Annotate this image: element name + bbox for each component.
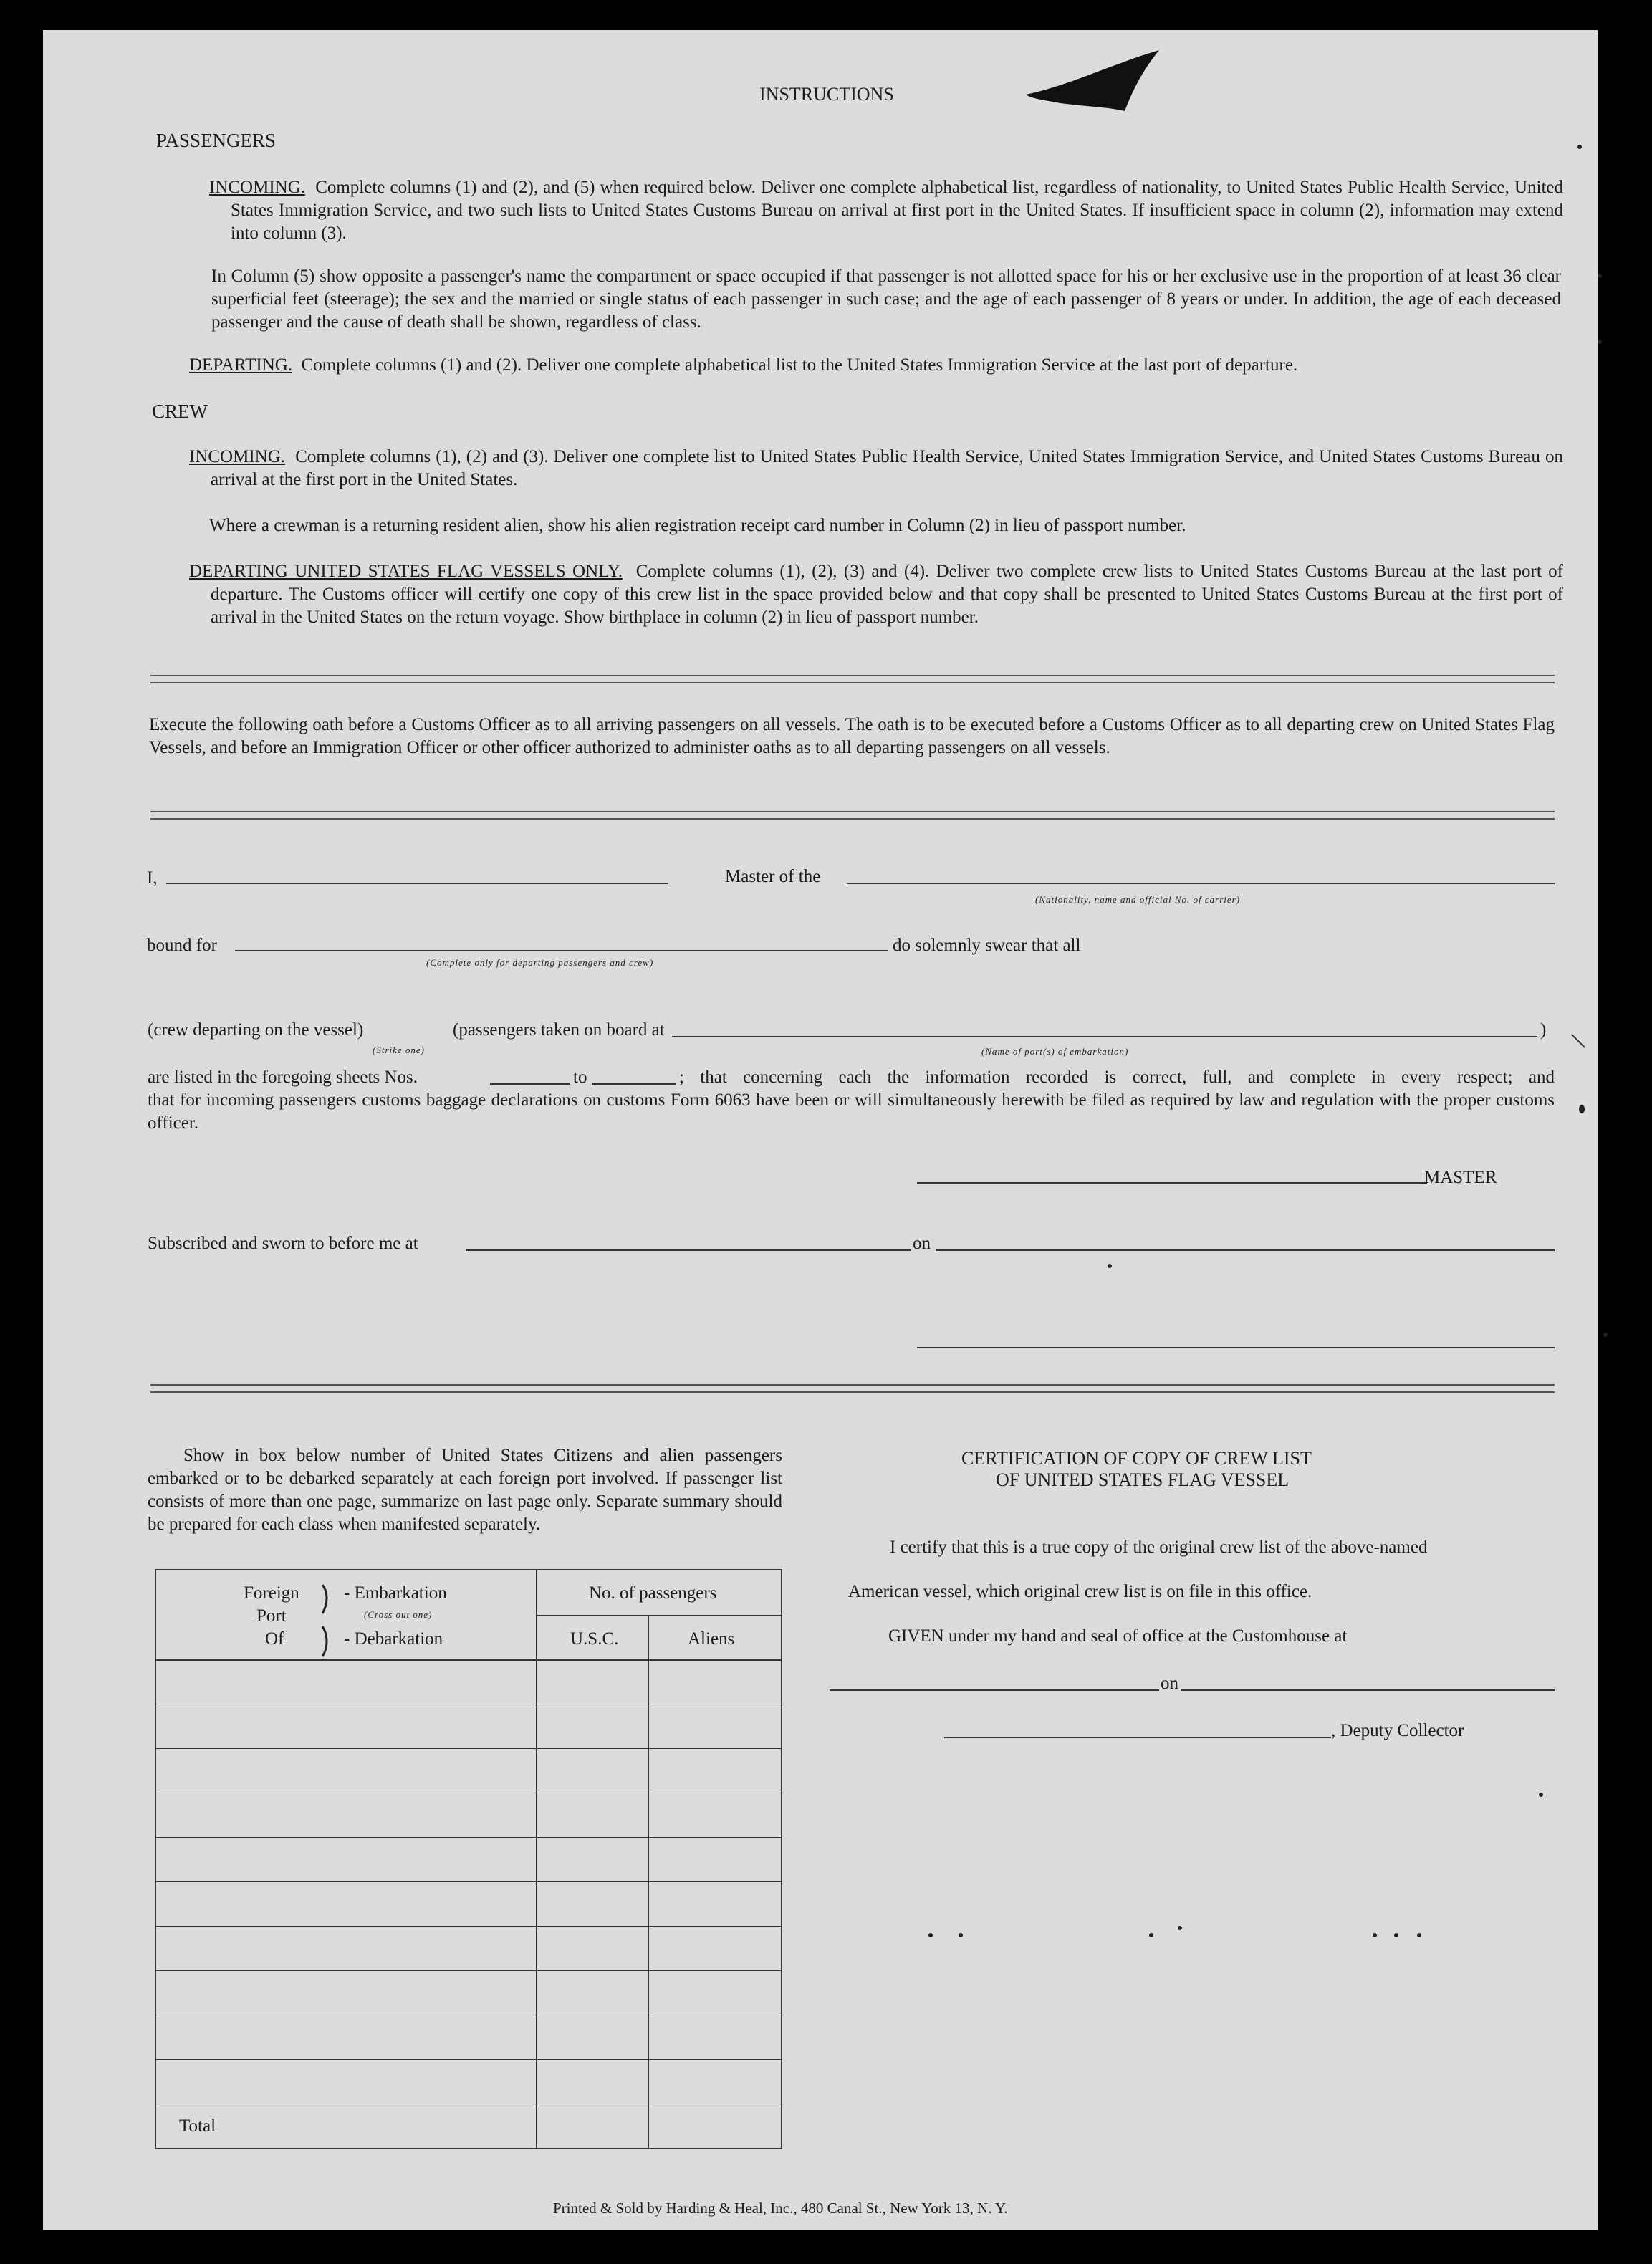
- master-name-line[interactable]: [166, 883, 668, 884]
- vessel-line[interactable]: [847, 883, 1555, 884]
- brace-icon: [318, 1582, 332, 1661]
- debarkation-label: - Debarkation: [344, 1629, 443, 1649]
- total-label: Total: [179, 2116, 216, 2136]
- usc-column-header: U.S.C.: [570, 1629, 619, 1649]
- passengers-departing-label: DEPARTING.: [189, 355, 293, 375]
- scan-speck: [1598, 274, 1602, 278]
- certification-line-1: I certify that this is a true copy of the original crew list of the above-named: [890, 1538, 1428, 1557]
- embarkation-label: - Embarkation: [344, 1583, 447, 1603]
- scan-speck: [1598, 340, 1602, 344]
- scan-speck: [1579, 1105, 1585, 1113]
- printer-footer: Printed & Sold by Harding & Heal, Inc., 480 Canal St., New York 13, N. Y.: [553, 2200, 1008, 2217]
- crew-incoming-label: INCOMING.: [189, 447, 286, 466]
- close-paren: ): [1540, 1020, 1547, 1040]
- crew-departing-label: DEPARTING UNITED STATES FLAG VESSELS ONLY.: [189, 562, 623, 581]
- table-row[interactable]: [156, 2059, 781, 2060]
- certification-line-2: American vessel, which original crew list is on file in this office.: [848, 1582, 1312, 1601]
- crew-departing-text: Complete columns (1), (2), (3) and (4). Deliver two complete crew lists to United States Customs Bureau at the last port of departure. The Customs officer will certify one copy of this crew list in the space provided below and that copy shall be presented to United States Customs Bureau at the first port of arrival in the United States on the return voyage. Show birthplace in column (2) in lieu of passport number.: [211, 562, 1563, 627]
- solemnly-label: do solemnly swear that all: [893, 936, 1081, 955]
- divider-rule: [150, 675, 1555, 683]
- certification-line-3: GIVEN under my hand and seal of office at the Customhouse at: [888, 1626, 1348, 1646]
- no-passengers-label: No. of passengers: [589, 1583, 717, 1603]
- table-divider: [536, 1570, 537, 2148]
- aliens-column-header: Aliens: [688, 1629, 735, 1649]
- certification-heading: CERTIFICATION OF COPY OF CREW LIST: [961, 1448, 1312, 1469]
- bound-for-label: bound for: [147, 936, 217, 955]
- scan-speck: [1178, 1926, 1182, 1930]
- scan-speck: [959, 1933, 963, 1937]
- foreign-label: Foreign: [244, 1583, 299, 1603]
- sheet-to-line[interactable]: [592, 1083, 676, 1085]
- form-sheet: [43, 30, 1598, 2230]
- certification-date-line[interactable]: [1181, 1689, 1555, 1691]
- listed-sheets-continuation: ; that concerning each the information recorded is correct, full, and complete in every respect; and: [679, 1068, 1555, 1087]
- port-name-note: (Name of port(s) of embarkation): [981, 1046, 1129, 1057]
- scan-speck: [1373, 1933, 1377, 1937]
- table-divider: [536, 1615, 781, 1616]
- passengers-incoming-text: Complete columns (1) and (2), and (5) when required below. Deliver one complete alphabetical list, regardless of nationality, to United States Public Health Service, United States Immigration Service, and two such lists to United States Customs Bureau on arrival at first port in the United States. If insufficient space in column (2), information may extend into column (3).: [231, 178, 1563, 243]
- listed-sheets-label: are listed in the foregoing sheets Nos.: [148, 1068, 418, 1087]
- table-row[interactable]: [156, 1881, 781, 1882]
- cross-out-note: (Cross out one): [364, 1609, 433, 1620]
- passengers-departing-paragraph: [189, 354, 1563, 377]
- subscribed-label: Subscribed and sworn to before me at: [148, 1234, 418, 1253]
- crew-incoming-text: Complete columns (1), (2) and (3). Deliver one complete list to United States Public Health Service, United States Immigration Service, and United States Customs Bureau on arrival at the first port in the United States.: [211, 447, 1563, 489]
- table-row[interactable]: [156, 1970, 781, 1971]
- port-label: Port: [256, 1606, 287, 1626]
- scan-speck: [1149, 1933, 1153, 1937]
- strike-one-note: (Strike one): [373, 1045, 426, 1055]
- page-title: INSTRUCTIONS: [759, 84, 894, 105]
- passengers-incoming-paragraph: [209, 176, 1563, 245]
- scan-speck: [1603, 1333, 1608, 1337]
- deputy-collector-label: , Deputy Collector: [1331, 1721, 1464, 1740]
- scan-speck: [1108, 1264, 1112, 1268]
- customhouse-place-line[interactable]: [830, 1689, 1159, 1691]
- oath-intro: Execute the following oath before a Customs Officer as to all arriving passengers on all vessels. The oath is to be executed before a Customs Officer as to all departing crew on United States Flag Vessels, and before an Immigration Officer or other officer authorized to administer oaths as to all departing passengers on all vessels.: [149, 715, 1555, 757]
- passengers-taken-option: (passengers taken on board at: [453, 1020, 665, 1040]
- crew-resident-paragraph: Where a crewman is a returning resident alien, show his alien registration receipt card number in Column (2) in lieu of passport number.: [209, 516, 1186, 535]
- scan-speck: [928, 1933, 933, 1937]
- certification-on-label: on: [1161, 1674, 1178, 1693]
- of-label: Of: [265, 1629, 284, 1649]
- complete-only-note: (Complete only for departing passengers and crew): [426, 957, 654, 968]
- scan-mark: [1571, 1034, 1585, 1048]
- table-header-bottom: [156, 1659, 781, 1661]
- crew-incoming-paragraph: [189, 446, 1563, 491]
- divider-rule: [150, 1384, 1555, 1393]
- bound-for-line[interactable]: [235, 950, 888, 951]
- oath-i-label: I,: [147, 868, 158, 888]
- passengers-incoming-label: INCOMING.: [209, 178, 306, 197]
- passenger-summary-table: [155, 1569, 782, 2149]
- table-row[interactable]: [156, 1837, 781, 1838]
- passengers-heading: PASSENGERS: [156, 130, 277, 151]
- crew-departing-paragraph: [189, 560, 1563, 629]
- port-embarkation-line[interactable]: [672, 1036, 1537, 1037]
- summary-intro: Show in box below number of United States Citizens and alien passengers embarked or to be debarked separately at each foreign port involved. If passenger list consists of more than one page, summarize on last page only. Separate summary should be prepared for each class when manifested separately.: [148, 1446, 782, 1534]
- table-row[interactable]: [156, 1748, 781, 1749]
- table-divider: [648, 1616, 649, 2148]
- certification-subheading: OF UNITED STATES FLAG VESSEL: [996, 1469, 1290, 1490]
- master-label: MASTER: [1424, 1168, 1497, 1187]
- officer-signature-line[interactable]: [917, 1347, 1555, 1348]
- scan-speck: [1577, 145, 1582, 149]
- sheet-from-line[interactable]: [490, 1083, 570, 1085]
- nationality-note: (Nationality, name and official No. of carrier): [1035, 894, 1241, 905]
- ink-blot-mark: [1017, 43, 1161, 122]
- scan-speck: [1539, 1793, 1543, 1797]
- scan-speck: [1394, 1933, 1398, 1937]
- table-row[interactable]: [156, 1926, 781, 1927]
- passengers-departing-text: Complete columns (1) and (2). Deliver one complete alphabetical list to the United States Immigration Service at the last port of departure.: [301, 355, 1298, 375]
- scan-speck: [1417, 1933, 1421, 1937]
- passengers-column5-paragraph: In Column (5) show opposite a passenger's name the compartment or space occupied if that passenger is not allotted space for his or her exclusive use in the proportion of at least 36 clear superficial feet (steerage); the sex and the married or single status of each passenger in such case; and the age of each passenger of 8 years or under. In addition, the age of each deceased passenger and the cause of death shall be shown, regardless of class.: [211, 267, 1561, 332]
- listed-sheets-rest: that for incoming passengers customs baggage declarations on customs Form 6063 have been or will simultaneously herewith be filed as required by law and regulation with the proper customs officer.: [148, 1090, 1555, 1133]
- crew-heading: CREW: [152, 400, 208, 422]
- master-signature-line[interactable]: [917, 1182, 1427, 1184]
- divider-rule: [150, 811, 1555, 820]
- sworn-date-line[interactable]: [936, 1249, 1555, 1251]
- crew-departing-option: (crew departing on the vessel): [148, 1020, 364, 1040]
- master-of-the-label: Master of the: [725, 867, 821, 886]
- deputy-signature-line[interactable]: [944, 1737, 1331, 1738]
- sworn-on-label: on: [913, 1234, 931, 1253]
- sworn-place-line[interactable]: [466, 1249, 911, 1251]
- to-label: to: [573, 1068, 587, 1087]
